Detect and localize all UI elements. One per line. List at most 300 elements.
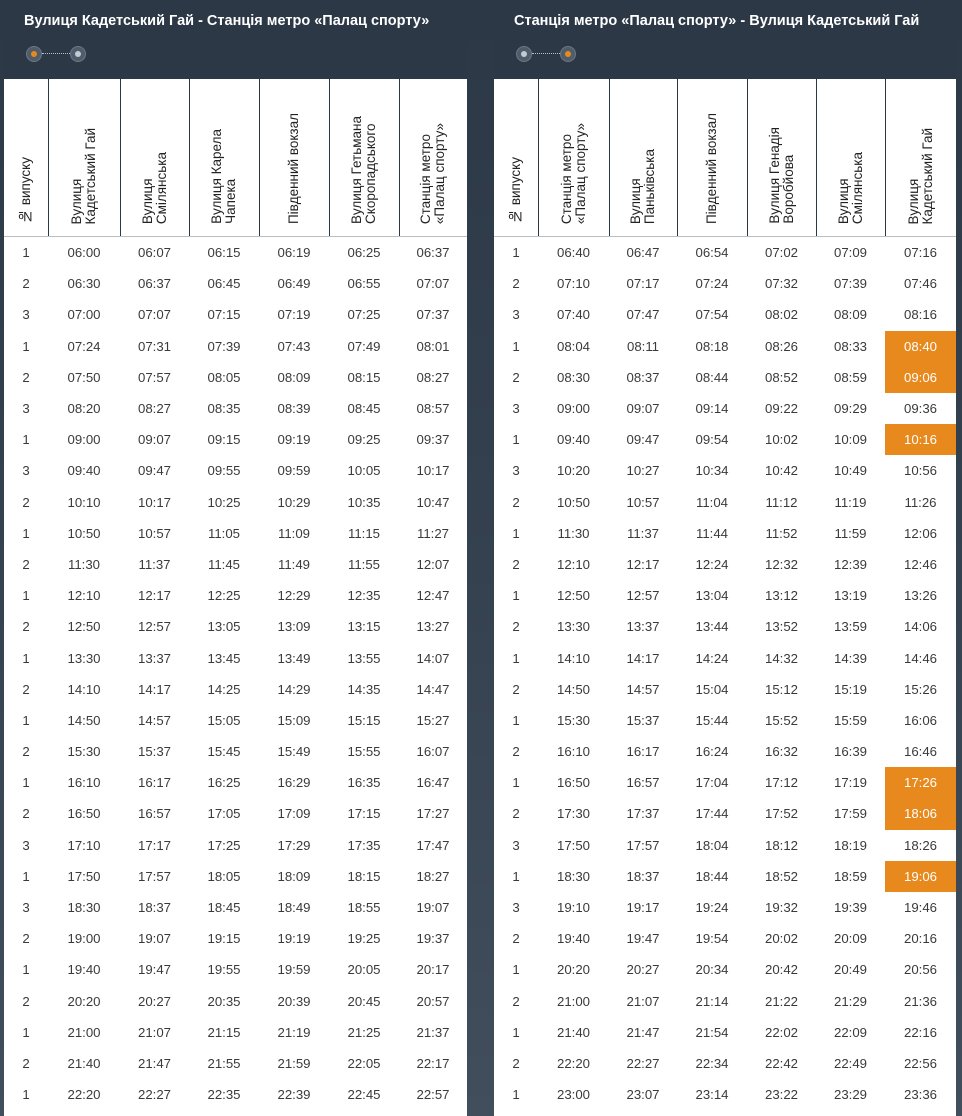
table-row (494, 268, 956, 299)
departure-time-cell: 20:42 (764, 962, 798, 978)
departure-time-cell: 12:32 (764, 556, 798, 572)
departure-time-cell: 22:17 (416, 1055, 450, 1071)
departure-time-cell: 07:17 (626, 276, 660, 292)
departure-time-cell: 17:25 (207, 837, 241, 853)
departure-time-cell: 07:47 (626, 307, 660, 323)
departure-time-cell: 07:15 (207, 307, 241, 323)
departure-time-cell: 12:50 (556, 588, 590, 604)
departure-time-cell: 14:57 (137, 712, 171, 728)
release-number-cell: 1 (512, 962, 520, 978)
departure-time-cell: 10:10 (67, 494, 101, 510)
departure-time-cell: 08:16 (903, 307, 937, 323)
table-row (4, 767, 467, 798)
table-row (494, 736, 956, 767)
departure-time-cell: 18:04 (695, 837, 729, 853)
departure-time-cell: 17:57 (626, 837, 660, 853)
departure-time-cell: 20:35 (207, 993, 241, 1009)
departure-time-cell: 20:17 (416, 962, 450, 978)
table-row (4, 487, 467, 518)
departure-time-cell: 09:47 (626, 432, 660, 448)
departure-time-cell: 12:47 (416, 588, 450, 604)
departure-time-cell: 11:55 (347, 556, 381, 572)
table-row (494, 362, 956, 393)
column-header-stop (816, 79, 885, 237)
departure-time-cell: 16:46 (903, 744, 937, 760)
departure-time-cell: 11:37 (626, 525, 660, 541)
column-header-stop (885, 79, 956, 237)
direction-indicator[interactable] (26, 46, 86, 62)
timetable (494, 79, 956, 1110)
release-number-cell: 1 (22, 650, 30, 666)
departure-time-cell: 11:45 (207, 556, 241, 572)
departure-time-cell: 19:07 (137, 931, 171, 947)
release-number-cell: 2 (22, 744, 30, 760)
departure-time-cell: 19:24 (695, 900, 729, 916)
departure-time-cell: 13:09 (277, 619, 311, 635)
table-row (494, 331, 956, 362)
departure-time-cell: 16:39 (833, 744, 867, 760)
table-row (4, 798, 467, 829)
release-number-cell: 2 (22, 993, 30, 1009)
release-number-cell: 1 (512, 245, 520, 261)
departure-time-cell: 13:52 (764, 619, 798, 635)
release-number-cell: 2 (22, 619, 30, 635)
departure-time-cell: 07:50 (67, 369, 101, 385)
departure-time-cell: 20:39 (277, 993, 311, 1009)
departure-time-cell: 09:25 (347, 432, 381, 448)
departure-time-cell: 17:10 (67, 837, 101, 853)
release-number-cell: 1 (512, 588, 520, 604)
table-row (494, 487, 956, 518)
departure-time-cell: 17:12 (764, 775, 798, 791)
departure-time-cell: 08:30 (556, 369, 590, 385)
departure-time-cell: 21:47 (137, 1055, 171, 1071)
departure-time-cell: 10:02 (764, 432, 798, 448)
column-header-stop (329, 79, 399, 237)
departure-time-cell: 17:17 (137, 837, 171, 853)
departure-time-cell: 09:40 (67, 463, 101, 479)
departure-time-cell: 12:29 (277, 588, 311, 604)
departure-time-cell: 06:54 (695, 245, 729, 261)
release-number-cell: 3 (512, 307, 520, 323)
table-row (494, 798, 956, 829)
departure-time-cell: 18:27 (416, 868, 450, 884)
table-row (4, 549, 467, 580)
departure-time-cell: 19:37 (416, 931, 450, 947)
departure-time-cell: 10:17 (416, 463, 450, 479)
departure-time-cell: 18:30 (556, 868, 590, 884)
departure-time-cell: 07:00 (67, 307, 101, 323)
departure-time-cell: 07:39 (207, 338, 241, 354)
table-row (494, 1048, 956, 1079)
departure-time-cell: 20:27 (137, 993, 171, 1009)
column-header-release-number (4, 79, 48, 237)
column-header-stop (399, 79, 467, 237)
table-row (494, 424, 956, 455)
departure-time-cell: 07:19 (277, 307, 311, 323)
departure-time-cell: 19:54 (695, 931, 729, 947)
departure-time-cell: 18:52 (764, 868, 798, 884)
departure-time-cell: 14:17 (626, 650, 660, 666)
departure-time-cell: 23:29 (833, 1087, 867, 1103)
table-row (4, 861, 467, 892)
release-number-cell: 1 (22, 1024, 30, 1040)
table-row (4, 736, 467, 767)
departure-time-cell: 10:09 (833, 432, 867, 448)
departure-time-cell: 12:39 (833, 556, 867, 572)
departure-time-cell: 07:49 (347, 338, 381, 354)
departure-time-cell: 18:06 (885, 798, 956, 829)
departure-time-cell: 22:27 (626, 1055, 660, 1071)
departure-time-cell: 12:10 (556, 556, 590, 572)
departure-time-cell: 19:15 (207, 931, 241, 947)
departure-time-cell: 06:37 (137, 276, 171, 292)
departure-time-cell: 09:22 (764, 401, 798, 417)
release-number-cell: 2 (22, 1055, 30, 1071)
table-row (4, 611, 467, 642)
departure-time-cell: 08:26 (764, 338, 798, 354)
column-header-label: Вулиця Смілянська (835, 151, 865, 224)
departure-time-cell: 13:12 (764, 588, 798, 604)
departure-time-cell: 13:15 (347, 619, 381, 635)
departure-time-cell: 21:15 (207, 1024, 241, 1040)
departure-time-cell: 10:17 (137, 494, 171, 510)
departure-time-cell: 18:37 (626, 868, 660, 884)
departure-time-cell: 15:15 (347, 712, 381, 728)
departure-time-cell: 15:30 (67, 744, 101, 760)
departure-time-cell: 16:57 (626, 775, 660, 791)
departure-time-cell: 22:34 (695, 1055, 729, 1071)
departure-time-cell: 09:36 (903, 401, 937, 417)
departure-time-cell: 13:26 (903, 588, 937, 604)
departure-time-cell: 14:35 (347, 681, 381, 697)
departure-time-cell: 19:32 (764, 900, 798, 916)
table-row (494, 393, 956, 424)
departure-time-cell: 13:49 (277, 650, 311, 666)
departure-time-cell: 07:10 (556, 276, 590, 292)
departure-time-cell: 19:40 (556, 931, 590, 947)
departure-time-cell: 22:45 (347, 1087, 381, 1103)
column-header-label: Південний вокзал (704, 112, 719, 224)
release-number-cell: 3 (512, 401, 520, 417)
column-header-stop (259, 79, 329, 237)
release-number-cell: 2 (512, 806, 520, 822)
departure-time-cell: 22:39 (277, 1087, 311, 1103)
departure-time-cell: 16:25 (207, 775, 241, 791)
departure-time-cell: 11:30 (67, 556, 101, 572)
departure-time-cell: 19:46 (903, 900, 937, 916)
departure-time-cell: 08:40 (885, 331, 956, 362)
departure-time-cell: 20:16 (903, 931, 937, 947)
departure-time-cell: 06:15 (207, 245, 241, 261)
departure-time-cell: 16:50 (67, 806, 101, 822)
departure-time-cell: 23:07 (626, 1087, 660, 1103)
departure-time-cell: 11:52 (765, 525, 798, 541)
release-number-cell: 1 (22, 712, 30, 728)
table-row (4, 237, 467, 269)
release-number-cell: 3 (22, 401, 30, 417)
departure-time-cell: 09:59 (277, 463, 311, 479)
table-row (494, 705, 956, 736)
departure-time-cell: 10:47 (416, 494, 450, 510)
departure-time-cell: 08:33 (833, 338, 867, 354)
table-row (4, 268, 467, 299)
departure-time-cell: 09:06 (885, 362, 956, 393)
departure-time-cell: 17:09 (277, 806, 311, 822)
departure-time-cell: 08:39 (277, 401, 311, 417)
departure-time-cell: 13:37 (137, 650, 171, 666)
departure-time-cell: 08:18 (695, 338, 729, 354)
departure-time-cell: 17:35 (347, 837, 381, 853)
release-number-cell: 2 (512, 369, 520, 385)
departure-time-cell: 23:36 (903, 1087, 937, 1103)
departure-time-cell: 15:12 (764, 681, 798, 697)
release-number-cell: 1 (512, 1087, 520, 1103)
departure-time-cell: 08:37 (626, 369, 660, 385)
departure-time-cell: 10:50 (556, 494, 590, 510)
column-header-release-number (494, 79, 538, 237)
table-row (494, 580, 956, 611)
departure-time-cell: 14:29 (277, 681, 311, 697)
direction-indicator[interactable] (516, 46, 576, 62)
departure-time-cell: 08:09 (277, 369, 311, 385)
departure-time-cell: 13:27 (416, 619, 450, 635)
departure-time-cell: 22:16 (903, 1024, 937, 1040)
departure-time-cell: 20:27 (626, 962, 660, 978)
departure-time-cell: 06:25 (347, 245, 381, 261)
table-row (4, 424, 467, 455)
table-row (4, 923, 467, 954)
departure-time-cell: 13:45 (207, 650, 241, 666)
departure-time-cell: 14:06 (903, 619, 937, 635)
column-header-stop (48, 79, 120, 237)
column-header-stop (189, 79, 259, 237)
table-row (4, 518, 467, 549)
departure-time-cell: 21:40 (67, 1055, 101, 1071)
table-row (4, 830, 467, 861)
departure-time-cell: 11:44 (695, 525, 729, 541)
release-number-cell: 1 (22, 588, 30, 604)
departure-time-cell: 15:05 (207, 712, 241, 728)
departure-time-cell: 18:59 (833, 868, 867, 884)
departure-time-cell: 11:09 (277, 525, 311, 541)
departure-time-cell: 19:59 (277, 962, 311, 978)
release-number-cell: 1 (512, 1024, 520, 1040)
departure-time-cell: 17:05 (207, 806, 241, 822)
table-row (4, 393, 467, 424)
departure-time-cell: 15:09 (277, 712, 311, 728)
departure-time-cell: 14:50 (67, 712, 101, 728)
table-row (494, 986, 956, 1017)
departure-time-cell: 08:27 (416, 369, 450, 385)
start-stop-dot-icon (516, 46, 532, 62)
departure-time-cell: 19:06 (885, 861, 956, 892)
departure-time-cell: 10:57 (137, 525, 171, 541)
release-number-cell: 2 (512, 619, 520, 635)
departure-time-cell: 16:47 (416, 775, 450, 791)
column-header-stop (609, 79, 677, 237)
departure-time-cell: 08:35 (207, 401, 241, 417)
departure-time-cell: 09:07 (626, 401, 660, 417)
departure-time-cell: 11:37 (138, 556, 171, 572)
departure-time-cell: 19:39 (833, 900, 867, 916)
departure-time-cell: 14:47 (416, 681, 450, 697)
departure-time-cell: 10:25 (207, 494, 241, 510)
departure-time-cell: 22:05 (347, 1055, 381, 1071)
departure-time-cell: 18:49 (277, 900, 311, 916)
departure-time-cell: 21:07 (137, 1024, 171, 1040)
release-number-cell: 1 (22, 962, 30, 978)
departure-time-cell: 10:57 (626, 494, 660, 510)
departure-time-cell: 12:35 (347, 588, 381, 604)
release-number-cell: 2 (512, 556, 520, 572)
departure-time-cell: 12:57 (626, 588, 660, 604)
departure-time-cell: 20:20 (67, 993, 101, 1009)
departure-time-cell: 14:24 (695, 650, 729, 666)
departure-time-cell: 13:55 (347, 650, 381, 666)
departure-time-cell: 21:14 (695, 993, 729, 1009)
departure-time-cell: 23:22 (764, 1087, 798, 1103)
column-header-label: Вулиця Карела Чапека (209, 129, 238, 224)
departure-time-cell: 22:27 (137, 1087, 171, 1103)
departure-time-cell: 21:37 (416, 1024, 450, 1040)
departure-time-cell: 16:32 (764, 744, 798, 760)
departure-time-cell: 20:20 (556, 962, 590, 978)
departure-time-cell: 09:14 (695, 401, 729, 417)
departure-time-cell: 17:19 (833, 775, 867, 791)
departure-time-cell: 12:17 (626, 556, 660, 572)
release-number-cell: 2 (512, 744, 520, 760)
panel-header (494, 0, 956, 79)
release-number-cell: 1 (22, 245, 30, 261)
departure-time-cell: 21:55 (207, 1055, 241, 1071)
departure-time-cell: 09:15 (207, 432, 241, 448)
route-title: Вулиця Кадетський Гай - Станція метро «Палац спорту» (24, 13, 430, 29)
table-row (4, 580, 467, 611)
departure-time-cell: 17:52 (764, 806, 798, 822)
departure-time-cell: 09:55 (207, 463, 241, 479)
departure-time-cell: 23:14 (695, 1087, 729, 1103)
departure-time-cell: 14:46 (903, 650, 937, 666)
departure-time-cell: 09:40 (556, 432, 590, 448)
departure-time-cell: 15:37 (626, 712, 660, 728)
departure-time-cell: 22:56 (903, 1055, 937, 1071)
departure-time-cell: 21:07 (626, 993, 660, 1009)
column-header-stop (538, 79, 609, 237)
departure-time-cell: 07:31 (137, 338, 171, 354)
departure-time-cell: 17:47 (416, 837, 450, 853)
departure-time-cell: 07:16 (903, 245, 937, 261)
departure-time-cell: 07:02 (764, 245, 798, 261)
departure-time-cell: 18:26 (903, 837, 937, 853)
release-number-cell: 2 (22, 681, 30, 697)
release-number-cell: 1 (512, 432, 520, 448)
table-row (494, 611, 956, 642)
release-number-cell: 1 (22, 432, 30, 448)
release-number-cell: 1 (512, 868, 520, 884)
table-row (494, 299, 956, 330)
departure-time-cell: 12:24 (695, 556, 729, 572)
departure-time-cell: 09:00 (556, 401, 590, 417)
departure-time-cell: 14:57 (626, 681, 660, 697)
release-number-cell: 3 (22, 837, 30, 853)
departure-time-cell: 11:12 (765, 494, 798, 510)
route-title: Станція метро «Палац спорту» - Вулиця Кадетський Гай (514, 13, 920, 29)
departure-time-cell: 08:09 (833, 307, 867, 323)
departure-time-cell: 19:40 (67, 962, 101, 978)
departure-time-cell: 20:57 (416, 993, 450, 1009)
departure-time-cell: 18:30 (67, 900, 101, 916)
table-row (494, 830, 956, 861)
release-number-cell: 3 (512, 837, 520, 853)
departure-time-cell: 21:54 (695, 1024, 729, 1040)
release-number-cell: 3 (22, 463, 30, 479)
departure-time-cell: 12:10 (67, 588, 101, 604)
departure-time-cell: 11:26 (904, 494, 937, 510)
departure-time-cell: 08:05 (207, 369, 241, 385)
departure-time-cell: 21:22 (764, 993, 798, 1009)
departure-time-cell: 08:11 (626, 338, 660, 354)
departure-time-cell: 07:43 (277, 338, 311, 354)
release-number-cell: 2 (512, 931, 520, 947)
departure-time-cell: 13:59 (833, 619, 867, 635)
departure-time-cell: 15:44 (695, 712, 729, 728)
departure-time-cell: 18:15 (347, 868, 381, 884)
release-number-cell: 2 (22, 494, 30, 510)
departure-time-cell: 18:09 (277, 868, 311, 884)
departure-time-cell: 17:50 (556, 837, 590, 853)
departure-time-cell: 06:40 (556, 245, 590, 261)
departure-time-cell: 17:26 (885, 767, 956, 798)
departure-time-cell: 15:19 (833, 681, 867, 697)
table-row (4, 986, 467, 1017)
release-number-cell: 3 (22, 900, 30, 916)
release-number-cell: 1 (22, 525, 30, 541)
departure-time-cell: 17:59 (833, 806, 867, 822)
departure-time-cell: 08:57 (416, 401, 450, 417)
departure-time-cell: 12:06 (903, 525, 937, 541)
table-row (4, 331, 467, 362)
departure-time-cell: 21:29 (833, 993, 867, 1009)
departure-time-cell: 15:04 (695, 681, 729, 697)
release-number-cell: 1 (22, 868, 30, 884)
departure-time-cell: 21:47 (626, 1024, 660, 1040)
release-number-cell: 2 (22, 369, 30, 385)
departure-time-cell: 09:19 (277, 432, 311, 448)
departure-time-cell: 10:50 (67, 525, 101, 541)
release-number-cell: 1 (512, 525, 520, 541)
table-row (494, 1017, 956, 1048)
departure-time-cell: 06:19 (277, 245, 311, 261)
departure-time-cell: 19:47 (626, 931, 660, 947)
table-row (494, 237, 956, 269)
departure-time-cell: 22:09 (833, 1024, 867, 1040)
departure-time-cell: 19:47 (137, 962, 171, 978)
departure-time-cell: 14:10 (556, 650, 590, 666)
departure-time-cell: 15:27 (416, 712, 450, 728)
departure-time-cell: 10:49 (833, 463, 867, 479)
departure-time-cell: 22:42 (764, 1055, 798, 1071)
departure-time-cell: 18:44 (695, 868, 729, 884)
departure-time-cell: 17:50 (67, 868, 101, 884)
departure-time-cell: 20:02 (764, 931, 798, 947)
departure-time-cell: 17:15 (347, 806, 381, 822)
departure-time-cell: 11:59 (834, 525, 867, 541)
table-row (494, 455, 956, 486)
departure-time-cell: 10:29 (277, 494, 311, 510)
departure-time-cell: 08:52 (764, 369, 798, 385)
departure-time-cell: 19:25 (347, 931, 381, 947)
